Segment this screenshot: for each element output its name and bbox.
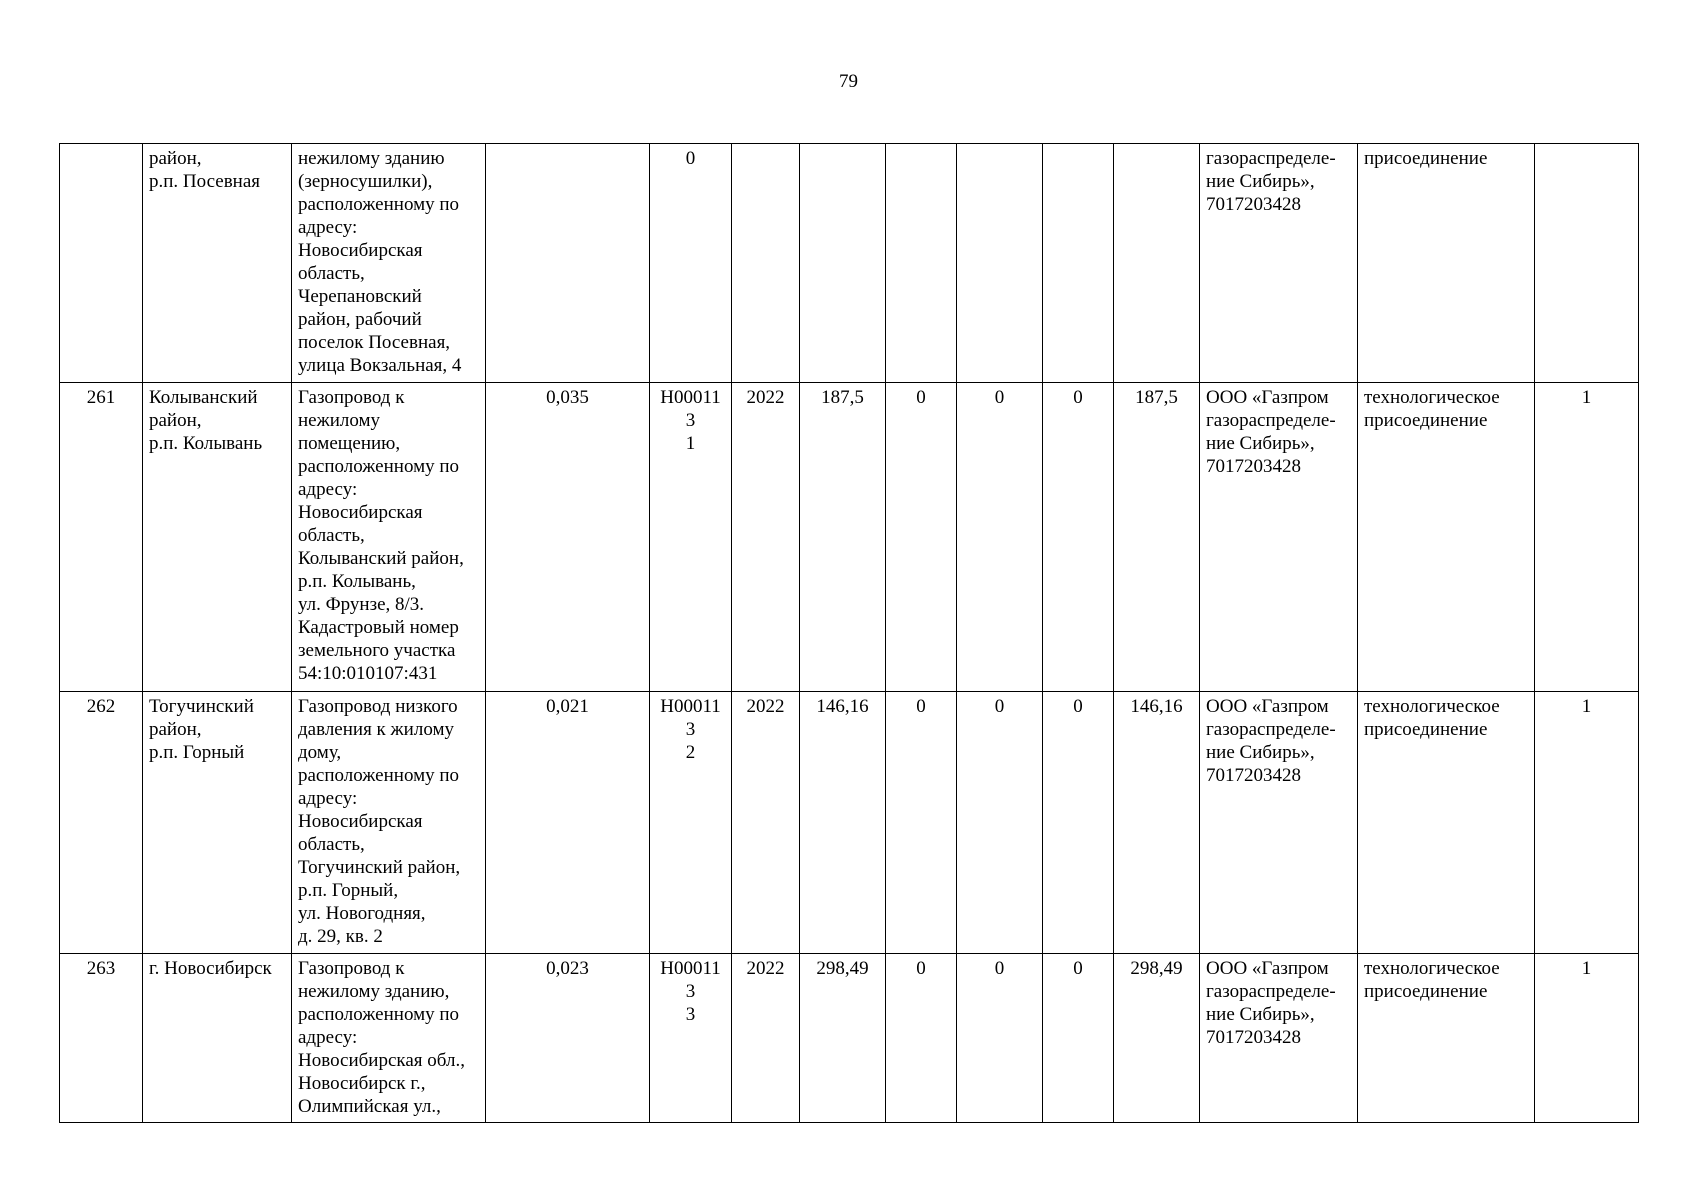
cell-value-2: 0 [957,954,1043,1123]
cell-length: 0,035 [486,383,650,692]
cell-object-code: 0 [650,144,732,383]
table-row [60,954,1639,1123]
cell-count: 1 [1535,692,1639,954]
cell-total-cost: 187,5 [800,383,886,692]
cell-year: 2022 [732,954,800,1123]
cell-number: 263 [60,954,143,1123]
cell-value-4: 146,16 [1114,692,1200,954]
cell-value-1: 0 [886,383,957,692]
cell-length [486,144,650,383]
cell-purpose: присоединение [1358,144,1535,383]
cell-value-3: 0 [1043,383,1114,692]
page-number: 79 [839,71,858,92]
table-body [60,144,1639,1123]
cell-year [732,144,800,383]
cell-year: 2022 [732,383,800,692]
cell-value-3: 0 [1043,692,1114,954]
cell-value-2 [957,144,1043,383]
cell-total-cost: 298,49 [800,954,886,1123]
cell-value-4: 187,5 [1114,383,1200,692]
cell-object-description: нежилому зданию (зерносушилки), расположенному по адресу: Новосибирская область, Черепановский район, рабочий поселок Посевная, улица Вокзальная, 4 [292,144,486,383]
cell-total-cost [800,144,886,383]
cell-object-code: Н000113 3 [650,954,732,1123]
cell-district: район, р.п. Посевная [143,144,292,383]
cell-number: 262 [60,692,143,954]
cell-value-1 [886,144,957,383]
table-row [60,144,1639,383]
table-row [60,383,1639,692]
cell-district: г. Новосибирск [143,954,292,1123]
cell-number: 261 [60,383,143,692]
cell-organization: газораспределе- ние Сибирь», 7017203428 [1200,144,1358,383]
cell-value-4 [1114,144,1200,383]
cell-purpose: технологическое присоединение [1358,954,1535,1123]
cell-value-1: 0 [886,954,957,1123]
cell-year: 2022 [732,692,800,954]
cell-count: 1 [1535,383,1639,692]
cell-value-2: 0 [957,692,1043,954]
cell-length: 0,023 [486,954,650,1123]
cell-total-cost: 146,16 [800,692,886,954]
cell-object-description: Газопровод к нежилому помещению, расположенному по адресу: Новосибирская область, Колыванский район, р.п. Колывань, ул. Фрунзе, 8/3. Кадастровый номер земельного участка 54:10:010107:431 [292,383,486,692]
cell-district: Колыванский район, р.п. Колывань [143,383,292,692]
cell-organization: ООО «Газпром газораспределе- ние Сибирь», 7017203428 [1200,383,1358,692]
cell-object-code: Н000113 1 [650,383,732,692]
cell-length: 0,021 [486,692,650,954]
cell-organization: ООО «Газпром газораспределе- ние Сибирь», 7017203428 [1200,692,1358,954]
cell-organization: ООО «Газпром газораспределе- ние Сибирь», 7017203428 [1200,954,1358,1123]
cell-purpose: технологическое присоединение [1358,692,1535,954]
cell-value-1: 0 [886,692,957,954]
cell-district: Тогучинский район, р.п. Горный [143,692,292,954]
cell-count: 1 [1535,954,1639,1123]
cell-value-4: 298,49 [1114,954,1200,1123]
cell-purpose: технологическое присоединение [1358,383,1535,692]
cell-value-3 [1043,144,1114,383]
cell-object-description: Газопровод низкого давления к жилому дому, расположенному по адресу: Новосибирская область, Тогучинский район, р.п. Горный, ул. Новогодняя, д. 29, кв. 2 [292,692,486,954]
cell-object-code: Н000113 2 [650,692,732,954]
cell-count [1535,144,1639,383]
gas-pipeline-registry-table [59,143,1639,1123]
cell-value-3: 0 [1043,954,1114,1123]
cell-value-2: 0 [957,383,1043,692]
cell-object-description: Газопровод к нежилому зданию, расположенному по адресу: Новосибирская обл., Новосибирск г., Олимпийская ул., [292,954,486,1123]
cell-number [60,144,143,383]
table-row [60,692,1639,954]
